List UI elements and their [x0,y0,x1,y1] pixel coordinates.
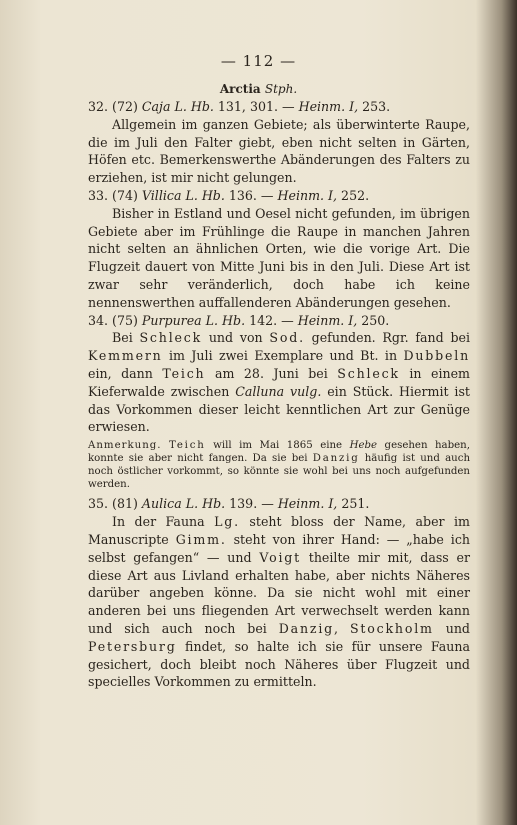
reference: 142. — [245,312,298,328]
reference: 253. [358,99,391,114]
text-run: in einem Kieferwalde zwischen [88,365,470,399]
person-name: Gimm. [175,531,227,547]
plant-name: Calluna vulg. [235,383,322,399]
paragraph [88,513,470,691]
text-run: am 28. Juni bei [205,365,338,381]
entry-heading [88,495,470,513]
genus-name: Arctia [219,82,261,96]
reference: 131, 301. — [213,99,299,114]
text-run: ein Stück. Hiermit ist das Vorkommen dieser leicht kenntlichen Art zur Genüge erwiesen. [88,383,470,435]
text-run: ein, dann [88,365,163,381]
entry-number: 33. (74) [88,187,138,203]
text-run: In der Fauna [112,514,215,530]
reference: 252. [337,187,370,203]
place-name: Petersburg [88,638,177,654]
species-name: Hebe [349,440,378,452]
paragraph: Bisher in Estland und Oesel nicht gefunden, im übrigen Gebiete aber im Frühlinge die Raupe in manchen Jahren nicht selten an ähnlichen Orten, wie die vorige Art. Die Flugzeit dauert von Mitte Juni bis in den Juli. Diese Art ist zwar sehr veränderlich, doch habe ich keine nennenswerthen auffallenderen Abänderungen gesehen. [88,205,470,310]
person-name: Voigt [259,549,301,565]
heinemann-ref: Heinm. I, [277,187,338,203]
place-name: Schleck [337,365,400,381]
note-label: Anmerkung. [88,440,162,452]
text-run: gesehen haben, konnte sie aber nicht fangen. Da sie bei [88,440,470,464]
entry-heading [88,312,470,330]
genus-author: Stph. [264,82,298,96]
reference: 139. — [225,496,278,512]
text-run: , [334,620,350,636]
person-name: Teich [162,365,206,381]
person-name: Sod. [269,330,305,346]
text-run: will im Mai 1865 eine [205,440,350,452]
place-name: Kemmern [88,348,163,364]
text-run: im Juli zwei Exemplare und Bt. in [162,348,404,364]
reference: 251. [337,496,370,512]
species-name: Aulica L. Hb. [141,496,226,512]
text-run: findet, so halte ich sie für unsere Fauna gesichert, doch bleibt noch Näheres über Flugzeit und specielles Vorkommen zu ermitteln. [88,638,470,690]
text-run: und [433,620,470,636]
heinemann-ref: Heinm. I, [298,99,359,114]
species-name: Caja L. Hb. [141,99,214,114]
page-content [88,98,470,691]
text-run: und von [202,330,270,346]
heinemann-ref: Heinm. I, [297,312,358,328]
place-name: Danzig [312,452,360,464]
text-run: häufig ist und auch noch östlicher vorkommt, so könnte sie wohl bei uns noch aufgefunden werden. [88,452,471,490]
place-name: Danzig [278,620,335,636]
paragraph [88,329,470,436]
reference: 136. — [224,187,278,203]
person-name: Teich [169,440,206,452]
species-name: Purpurea L. Hb. [141,312,246,328]
entry-heading [88,187,470,205]
text-run: gefunden. Rgr. fand bei [304,330,471,346]
section-header [0,82,517,96]
entry-number: 35. (81) [88,496,138,512]
entry-number: 32. (72) [88,99,138,114]
entry-number: 34. (75) [88,312,138,328]
species-name: Villica L. Hb. [141,187,225,203]
annotation-note [88,440,470,491]
place-name: Schleck [139,330,203,346]
place-name: Dubbeln [403,348,470,364]
place-name: Stockholm [349,620,434,636]
text-run: theilte mir mit, dass er diese Art aus Livland erhalten habe, aber nichts Näheres darüber angeben könne. Da sie nicht wohl mit einer anderen bei uns fliegenden Art verwechselt werden kann und sich auch noch bei [88,549,471,636]
page-number: — 112 — [220,52,297,70]
entry-heading [88,98,470,116]
text-run: Bei [112,330,140,346]
heinemann-ref: Heinm. I, [277,496,338,512]
person-name: Lg. [214,514,240,530]
text-run: steht bloss der Name, aber im Manuscripte [88,514,470,547]
text-run: steht von ihrer Hand: — „habe ich selbst gefangen“ — und [88,531,470,565]
paragraph: Allgemein im ganzen Gebiete; als überwinterte Raupe, die im Juli den Falter giebt, eben nicht selten in Gärten, Höfen etc. Bemerkenswerthe Abänderungen des Falters zu erziehen, ist mir nicht gelungen. [88,116,470,186]
reference: 250. [357,312,390,328]
